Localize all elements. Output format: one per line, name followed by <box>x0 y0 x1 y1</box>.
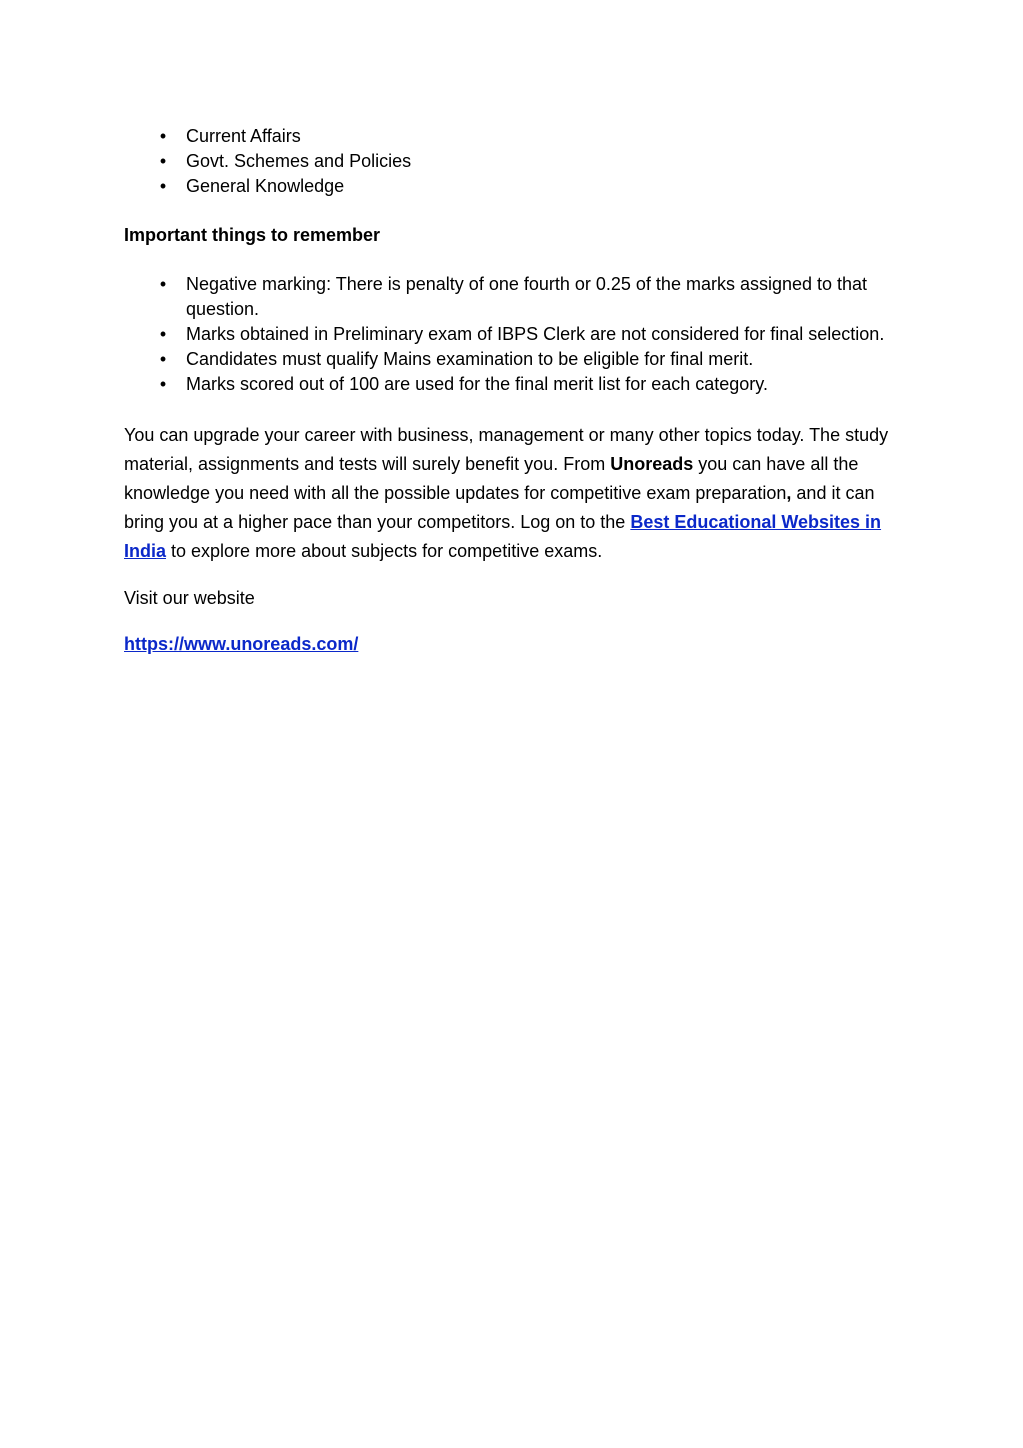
bullet-icon: • <box>159 274 167 294</box>
bullet-icon: • <box>159 126 167 146</box>
list-item: • General Knowledge <box>124 174 894 199</box>
list-item: • Marks scored out of 100 are used for the final merit list for each category. <box>124 372 894 397</box>
list-item: • Negative marking: There is penalty of one fourth or 0.25 of the marks assigned to that question. <box>159 274 868 319</box>
section-heading: Important things to remember <box>124 225 381 245</box>
list-item: • Current Affairs <box>124 124 894 149</box>
subjects-list <box>124 124 894 199</box>
body-paragraph: You can upgrade your career with business, management or many other topics today. The study material, assignments and tests will surely benefit you. From Unoreads you can have all the knowledge you need with all the possible updates for competitive exam preparation, and it can bring you at a higher pace than your competitors. Log on to the Best Educational Websites in India to explore more about subjects for competitive exams. <box>124 425 889 561</box>
bullet-icon: • <box>159 324 167 344</box>
list-item: • Candidates must qualify Mains examination to be eligible for final merit. <box>124 347 894 372</box>
remember-list <box>124 272 894 397</box>
list-item: • Govt. Schemes and Policies <box>124 149 894 174</box>
document-content <box>124 124 894 657</box>
list-item: • Marks obtained in Preliminary exam of IBPS Clerk are not considered for final selection. <box>124 322 894 347</box>
visit-text: Visit our website <box>124 588 255 608</box>
bullet-icon: • <box>159 151 167 171</box>
bullet-icon: • <box>159 349 167 369</box>
best-educational-websites-link[interactable]: Best Educational Websites in India <box>124 512 882 561</box>
bullet-icon: • <box>159 176 167 196</box>
bullet-icon: • <box>159 374 167 394</box>
website-link[interactable]: https://www.unoreads.com/ <box>124 634 359 654</box>
brand-name: Unoreads <box>610 454 694 474</box>
website-url-line <box>124 632 894 657</box>
